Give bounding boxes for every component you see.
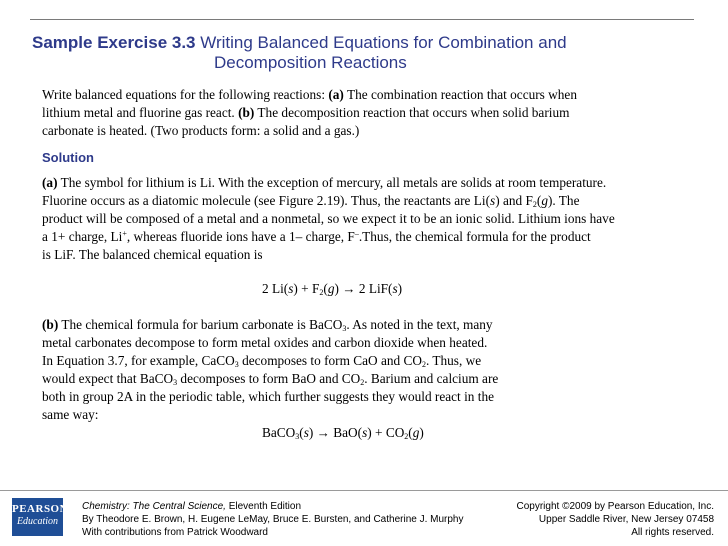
publisher-location: Upper Saddle River, New Jersey 07458 — [538, 514, 714, 525]
book-credits — [82, 500, 464, 539]
book-authors: By Theodore E. Brown, H. Eugene LeMay, Bruce E. Bursten, and Catherine J. Murphy — [82, 514, 464, 525]
exercise-label: Sample Exercise 3.3 — [32, 33, 196, 52]
book-title: Chemistry: The Central Science, — [82, 501, 226, 512]
equation-b: BaCO$_3$(s) → $BaO(s) + CO_2(g)$ — [262, 425, 424, 441]
copyright-notice — [517, 500, 715, 539]
pearson-logo: PEARSON Education — [12, 498, 63, 536]
title-text-line1: Writing Balanced Equations for Combination and — [200, 33, 567, 52]
footer-divider — [0, 490, 728, 491]
book-edition: Eleventh Edition — [225, 501, 302, 512]
top-divider — [30, 19, 694, 20]
rights-line: All rights reserved. — [631, 527, 714, 538]
title-text-line2: Decomposition Reactions — [214, 53, 407, 72]
solution-heading: Solution — [42, 150, 94, 165]
copyright-line: Copyright ©2009 by Pearson Education, Inc. — [516, 501, 714, 512]
equation-a: 2 $Li(s) + F_2(g) \to 2$ LiF(s) — [262, 281, 403, 297]
book-contributions: With contributions from Patrick Woodward — [82, 527, 268, 538]
slide-title — [32, 33, 672, 73]
